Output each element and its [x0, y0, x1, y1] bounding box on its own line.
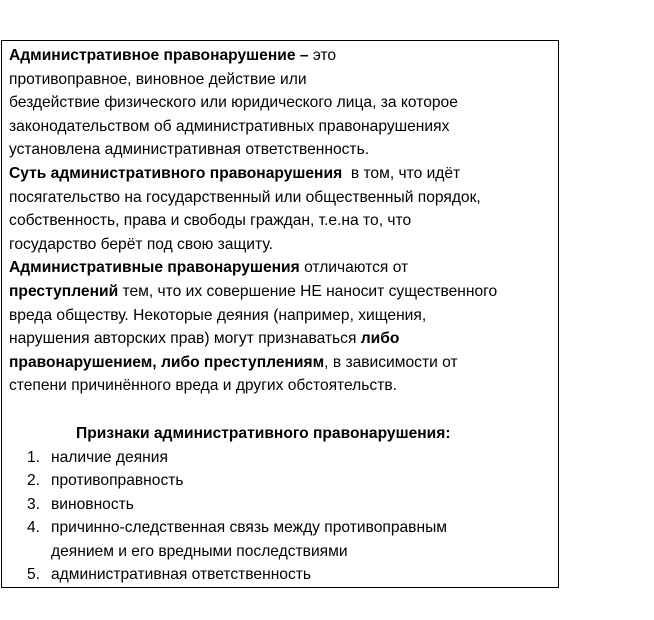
definition-line-3: бездействие физического или юридического лица, за которое — [9, 94, 458, 112]
list-item-text: противоправность — [51, 472, 184, 490]
definition-line-2: противоправное, виновное действие или — [9, 70, 307, 88]
distinction-paragraph — [9, 256, 561, 398]
list-item-number: 4. — [27, 519, 41, 537]
definition-line-1: это — [308, 47, 337, 64]
definition-term: Административное правонарушение – — [9, 47, 309, 64]
list-item-text-continued: деянием и его вредными последствиями — [51, 542, 348, 560]
list-item-text: виновность — [51, 495, 134, 513]
list-item — [9, 446, 561, 470]
definition-line-5: установлена административная ответственность. — [9, 141, 370, 159]
distinction-term-either-or: правонарушением, либо преступлениям — [9, 353, 325, 371]
distinction-line-3: вреда обществу. Некоторые деяния (например, хищения, — [9, 306, 427, 324]
signs-heading: Признаки административного правонарушения: — [76, 424, 451, 442]
list-item-number: 1. — [27, 448, 41, 466]
signs-list — [9, 446, 561, 588]
essence-line-3: собственность, права и свободы граждан, т.е.на то, что — [9, 212, 412, 230]
list-item — [9, 469, 561, 493]
document-frame — [1, 40, 559, 588]
list-item — [9, 493, 561, 517]
distinction-term-crimes: преступлений — [9, 282, 119, 300]
list-item — [9, 516, 561, 563]
list-item-number: 3. — [27, 495, 41, 513]
distinction-line-5: , в зависимости от — [324, 353, 458, 371]
essence-paragraph — [9, 162, 561, 256]
definition-line-4: законодательством об административных правонарушениях — [9, 117, 450, 135]
blank-line — [9, 398, 561, 422]
list-item-text: наличие деяния — [51, 448, 168, 466]
list-item — [9, 563, 561, 587]
distinction-line-4: нарушения авторских прав) могут признаваться — [9, 330, 361, 348]
list-item-number: 5. — [27, 566, 41, 584]
list-item-number: 2. — [27, 472, 41, 490]
distinction-term-either: либо — [360, 330, 400, 348]
essence-line-1: в том, что идёт — [342, 164, 461, 182]
definition-paragraph — [9, 44, 561, 162]
essence-line-4: государство берёт под свою защиту. — [9, 235, 273, 253]
distinction-line-1: отличаются от — [299, 259, 409, 277]
document-content — [9, 44, 561, 587]
distinction-line-2: тем, что их совершение НЕ наносит существенного — [118, 282, 498, 300]
essence-term: Суть административного правонарушения — [9, 164, 343, 182]
list-item-text: административная ответственность — [51, 566, 312, 584]
distinction-term-offenses: Административные правонарушения — [9, 259, 300, 277]
essence-line-2: посягательство на государственный или общественный порядок, — [9, 188, 481, 206]
distinction-line-6: степени причинённого вреда и других обстоятельств. — [9, 377, 397, 395]
list-item-text: причинно-следственная связь между противоправным — [51, 519, 447, 537]
